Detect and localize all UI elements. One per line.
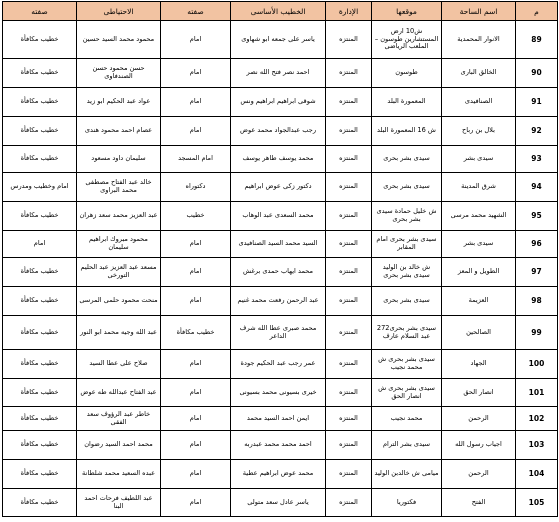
cell-location: ش خليل حمادة سيدى بشر بحرى [372, 202, 442, 231]
cell-location: سيدى بشر بحرى ش محمد نجيب [372, 350, 442, 379]
cell-number: 97 [516, 258, 558, 287]
cell-location: سيدى بشر بحرى ش انصار الحق [372, 379, 442, 407]
cell-location: ش خالد بن الوليد سيدى بشر بحرى [372, 258, 442, 287]
cell-square-name: الفتح [442, 489, 516, 517]
cell-number: 96 [516, 231, 558, 258]
table-row [3, 146, 558, 173]
cell-administration: المنتزه [326, 59, 372, 88]
cell-number: 90 [516, 59, 558, 88]
cell-reserve: محمود مبروك ابراهيم سليمان [77, 231, 161, 258]
cell-reserve: خاطر عبد الرؤوف سعد الفقى [77, 407, 161, 431]
cell-main-title: امام [161, 431, 231, 460]
schedule-table [2, 1, 558, 517]
cell-reserve-title: خطيب مكافأة [3, 489, 77, 517]
cell-main-title: امام [161, 258, 231, 287]
cell-main-title: امام [161, 379, 231, 407]
cell-reserve-title: خطيب مكافأة [3, 431, 77, 460]
cell-location: طوسون [372, 59, 442, 88]
cell-administration: المنتزه [326, 21, 372, 59]
cell-square-name: انصار الحق [442, 379, 516, 407]
cell-reserve: عبد اللطيف فرحات احمد البنا [77, 489, 161, 517]
table-wrapper [2, 1, 557, 517]
cell-reserve: محمد احمد السيد رضوان [77, 431, 161, 460]
cell-administration: المنتزه [326, 407, 372, 431]
cell-administration: المنتزه [326, 88, 372, 117]
header-col-number: م [516, 2, 558, 21]
table-row [3, 407, 558, 431]
cell-main-title: امام [161, 407, 231, 431]
cell-reserve-title: خطيب مكافأة [3, 316, 77, 350]
cell-location: ش 16 المعمورة البلد [372, 117, 442, 146]
cell-main-title: امام [161, 287, 231, 316]
cell-administration: المنتزه [326, 173, 372, 202]
cell-administration: المنتزه [326, 117, 372, 146]
cell-location: ميامى ش خالدبن الوليد [372, 460, 442, 489]
cell-number: 93 [516, 146, 558, 173]
cell-square-name: الطويل و المعز [442, 258, 516, 287]
cell-square-name: الصنافيدى [442, 88, 516, 117]
cell-reserve: عبده السعيد محمد شلطانة [77, 460, 161, 489]
cell-reserve: عواد عبد الحكيم ابو زيد [77, 88, 161, 117]
cell-square-name: الشهيد محمد مرسى [442, 202, 516, 231]
table-row [3, 431, 558, 460]
table-row [3, 379, 558, 407]
table-row [3, 117, 558, 146]
cell-main-title: امام [161, 489, 231, 517]
cell-main-preacher: ياسر على جمعه ابو شهاوى [231, 21, 326, 59]
cell-main-preacher: محمد ايهاب حمدى برغش [231, 258, 326, 287]
cell-main-preacher: السيد محمد السيد الصنافيدى [231, 231, 326, 258]
cell-reserve: صلاح على عطا السيد [77, 350, 161, 379]
cell-main-title: امام [161, 460, 231, 489]
cell-reserve-title: خطيب مكافأة [3, 460, 77, 489]
cell-number: 100 [516, 350, 558, 379]
cell-reserve-title: امام وخطيب ومدرس [3, 173, 77, 202]
header-row [3, 2, 558, 21]
cell-square-name: الجهاد [442, 350, 516, 379]
table-row [3, 287, 558, 316]
cell-reserve-title: خطيب مكافأة [3, 21, 77, 59]
cell-location: سيدى بشر بحرى [372, 173, 442, 202]
cell-main-preacher: محمد يوسف طاهر يوسف [231, 146, 326, 173]
cell-reserve-title: خطيب مكافأة [3, 350, 77, 379]
cell-main-preacher: شوقى ابراهيم ابراهيم ونس [231, 88, 326, 117]
cell-square-name: سيدى بشر [442, 146, 516, 173]
cell-location: سيدى بشر بحرى امام المقابر [372, 231, 442, 258]
cell-number: 95 [516, 202, 558, 231]
cell-number: 89 [516, 21, 558, 59]
cell-location: محمد نجيب [372, 407, 442, 431]
cell-main-title: خطيب [161, 202, 231, 231]
header-col-main-title: صفته [161, 2, 231, 21]
cell-main-title: امام [161, 21, 231, 59]
cell-reserve: مسعد عبد العزيز عبد الحليم التورخى [77, 258, 161, 287]
cell-square-name: بلال بن رباح [442, 117, 516, 146]
cell-square-name: الخالق البارى [442, 59, 516, 88]
cell-reserve-title: خطيب مكافأة [3, 407, 77, 431]
cell-administration: المنتزه [326, 431, 372, 460]
table-row [3, 21, 558, 59]
cell-reserve-title: خطيب مكافأة [3, 202, 77, 231]
cell-main-title: امام [161, 117, 231, 146]
cell-reserve: خالد عبد الفتاح مصطفى محمد البراوى [77, 173, 161, 202]
table-row [3, 173, 558, 202]
cell-reserve-title: خطيب مكافأة [3, 59, 77, 88]
header-col-reserve: الاحتياطى [77, 2, 161, 21]
cell-main-preacher: عبد الرحمن رفعت محمد غنيم [231, 287, 326, 316]
cell-main-preacher: ياسر عادل سعد متولى [231, 489, 326, 517]
cell-reserve-title: خطيب مكافأة [3, 287, 77, 316]
table-row [3, 258, 558, 287]
cell-administration: المنتزه [326, 146, 372, 173]
cell-administration: المنتزه [326, 489, 372, 517]
table-row [3, 489, 558, 517]
cell-reserve: سليمان داود مسعود [77, 146, 161, 173]
cell-square-name: الرحمن [442, 460, 516, 489]
cell-number: 98 [516, 287, 558, 316]
cell-number: 94 [516, 173, 558, 202]
cell-reserve: حسن محمود حسن الصندفاوى [77, 59, 161, 88]
header-col-main-preacher: الخطيب الأساسى [231, 2, 326, 21]
cell-administration: المنتزه [326, 350, 372, 379]
table-row [3, 460, 558, 489]
cell-reserve-title: خطيب مكافأة [3, 88, 77, 117]
cell-main-preacher: احمد نصر فتح الله نصر [231, 59, 326, 88]
table-row [3, 316, 558, 350]
cell-number: 92 [516, 117, 558, 146]
cell-main-title: امام المسجد [161, 146, 231, 173]
cell-square-name: الرحمن [442, 407, 516, 431]
cell-reserve: عبد الفتاح عبدالله طه عوض [77, 379, 161, 407]
cell-administration: المنتزه [326, 379, 372, 407]
cell-reserve: منحت محمود حلمى المرسى [77, 287, 161, 316]
cell-location: المعمورة البلد [372, 88, 442, 117]
cell-reserve: عصام احمد محمود هندى [77, 117, 161, 146]
header-col-reserve-title: صفته [3, 2, 77, 21]
cell-administration: المنتزه [326, 460, 372, 489]
cell-reserve: عبد العزيز محمد سعد زهران [77, 202, 161, 231]
cell-square-name: سيدى بشر [442, 231, 516, 258]
cell-administration: المنتزه [326, 202, 372, 231]
cell-number: 99 [516, 316, 558, 350]
cell-reserve: محمود محمد السيد حسين [77, 21, 161, 59]
header-col-administration: الإدارة [326, 2, 372, 21]
header-col-location: موقعها [372, 2, 442, 21]
cell-administration: المنتزه [326, 258, 372, 287]
cell-main-preacher: محمد السعدى عبد الوهاب [231, 202, 326, 231]
table-row [3, 59, 558, 88]
cell-main-preacher: رجب عبدالجواد محمد عوض [231, 117, 326, 146]
table-body [3, 21, 558, 517]
cell-square-name: العزيمة [442, 287, 516, 316]
cell-reserve-title: خطيب مكافأة [3, 117, 77, 146]
cell-location: فكتوريا [372, 489, 442, 517]
cell-reserve-title: خطيب مكافأة [3, 379, 77, 407]
cell-main-preacher: ايمن احمد السيد محمد [231, 407, 326, 431]
cell-main-title: امام [161, 350, 231, 379]
cell-main-title: امام [161, 88, 231, 117]
cell-administration: المنتزه [326, 231, 372, 258]
cell-main-preacher: خيرى بسيونى محمد بسيونى [231, 379, 326, 407]
cell-administration: المنتزه [326, 316, 372, 350]
cell-main-title: امام [161, 231, 231, 258]
cell-square-name: الصالحين [442, 316, 516, 350]
cell-administration: المنتزه [326, 287, 372, 316]
cell-main-preacher: دكتور زكى عوض ابراهيم [231, 173, 326, 202]
table-row [3, 231, 558, 258]
cell-square-name: الانوار المحمدية [442, 21, 516, 59]
cell-main-title: امام [161, 59, 231, 88]
cell-square-name: اجياب رسول الله [442, 431, 516, 460]
cell-location: ش10 ارض المستشارين طوسون – الملعب الرياضى [372, 21, 442, 59]
cell-main-preacher: احمد محمد محمد عبدربه [231, 431, 326, 460]
cell-number: 101 [516, 379, 558, 407]
cell-location: سيدى بشر بحرى [372, 287, 442, 316]
cell-reserve: عبد الله وجيه محمد ابو النور [77, 316, 161, 350]
table-row [3, 350, 558, 379]
cell-main-title: دكتوراه [161, 173, 231, 202]
table-row [3, 202, 558, 231]
cell-main-preacher: محمد صبرى عطا الله شرف الداعر [231, 316, 326, 350]
cell-main-title: خطيب مكافأة [161, 316, 231, 350]
cell-number: 105 [516, 489, 558, 517]
table-row [3, 88, 558, 117]
cell-location: سيدى بشر بحرى [372, 146, 442, 173]
cell-location: سيدى بشر الترام [372, 431, 442, 460]
cell-main-preacher: عمر رجب عبد الحكيم جودة [231, 350, 326, 379]
cell-location: سيدى بشر بحرى272 عبد السلام عارف [372, 316, 442, 350]
cell-number: 91 [516, 88, 558, 117]
cell-number: 104 [516, 460, 558, 489]
header-col-square-name: اسم الساحة [442, 2, 516, 21]
cell-number: 102 [516, 407, 558, 431]
cell-square-name: شرق المدينة [442, 173, 516, 202]
cell-reserve-title: امام [3, 231, 77, 258]
cell-main-preacher: محمد عوض ابراهيم عطية [231, 460, 326, 489]
cell-reserve-title: خطيب مكافأة [3, 146, 77, 173]
cell-number: 103 [516, 431, 558, 460]
cell-reserve-title: خطيب مكافأة [3, 258, 77, 287]
